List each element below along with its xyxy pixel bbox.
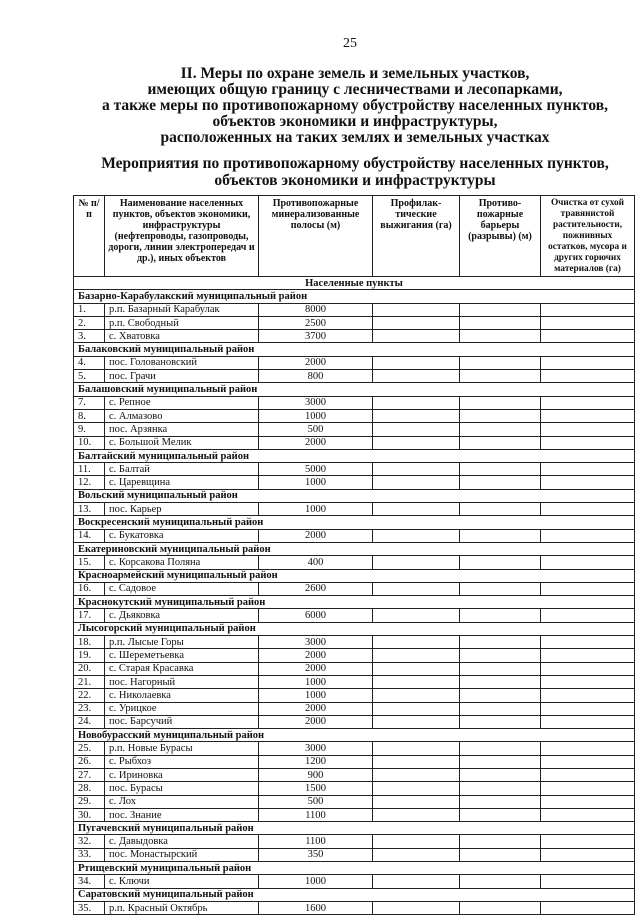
burning-value <box>373 556 460 569</box>
strips-value: 2000 <box>259 436 373 449</box>
table-row <box>74 875 635 888</box>
district-row <box>74 290 635 303</box>
settlement-name: с. Корсакова Поляна <box>105 556 259 569</box>
row-number: 25. <box>74 742 105 755</box>
row-number: 14. <box>74 529 105 542</box>
cleaning-value <box>541 875 635 888</box>
row-number: 35. <box>74 901 105 914</box>
barriers-value <box>460 556 541 569</box>
barriers-value <box>460 463 541 476</box>
strips-value: 500 <box>259 423 373 436</box>
burning-value <box>373 808 460 821</box>
table-row <box>74 742 635 755</box>
burning-value <box>373 875 460 888</box>
table-row <box>74 409 635 422</box>
cleaning-value <box>541 556 635 569</box>
burning-value <box>373 609 460 622</box>
table-row <box>74 808 635 821</box>
district-name: Вольский муниципальный район <box>74 489 635 502</box>
cleaning-value <box>541 715 635 728</box>
row-number: 23. <box>74 702 105 715</box>
burning-value <box>373 768 460 781</box>
cleaning-value <box>541 316 635 329</box>
strips-value: 1100 <box>259 808 373 821</box>
table-row <box>74 503 635 516</box>
table-row <box>74 370 635 383</box>
settlement-name: пос. Арзянка <box>105 423 259 436</box>
burning-value <box>373 715 460 728</box>
table-row <box>74 436 635 449</box>
burning-value <box>373 436 460 449</box>
table-row <box>74 782 635 795</box>
burning-value <box>373 636 460 649</box>
settlement-name: пос. Голованoвский <box>105 356 259 369</box>
cleaning-value <box>541 755 635 768</box>
barriers-value <box>460 715 541 728</box>
heading-line: имеющих общую границу с лесничествами и лесопарками, <box>147 81 563 98</box>
table-row <box>74 582 635 595</box>
cleaning-value <box>541 636 635 649</box>
barriers-value <box>460 582 541 595</box>
strips-value: 1100 <box>259 835 373 848</box>
settlement-name: с. Давыдовка <box>105 835 259 848</box>
strips-value: 1000 <box>259 476 373 489</box>
settlement-name: с. Урицкое <box>105 702 259 715</box>
table-title <box>70 155 640 189</box>
burning-value <box>373 303 460 316</box>
row-number: 13. <box>74 503 105 516</box>
settlement-name: пос. Знание <box>105 808 259 821</box>
burning-value <box>373 835 460 848</box>
district-name: Балтайский муниципальный район <box>74 449 635 462</box>
table-row <box>74 609 635 622</box>
settlement-name: пос. Карьер <box>105 503 259 516</box>
cleaning-value <box>541 901 635 914</box>
cleaning-value <box>541 835 635 848</box>
table-row <box>74 330 635 343</box>
barriers-value <box>460 848 541 861</box>
cleaning-value <box>541 675 635 688</box>
row-number: 15. <box>74 556 105 569</box>
table-row <box>74 636 635 649</box>
heading-line: объектов экономики и инфраструктуры, <box>212 113 498 130</box>
row-number: 16. <box>74 582 105 595</box>
strips-value: 2000 <box>259 649 373 662</box>
settlement-name: с. Рыбхоз <box>105 755 259 768</box>
cleaning-value <box>541 529 635 542</box>
row-number: 2. <box>74 316 105 329</box>
table-row <box>74 476 635 489</box>
barriers-value <box>460 370 541 383</box>
barriers-value <box>460 649 541 662</box>
burning-value <box>373 742 460 755</box>
cleaning-value <box>541 356 635 369</box>
settlement-name: с. Балтай <box>105 463 259 476</box>
strips-value: 3000 <box>259 742 373 755</box>
strips-value: 400 <box>259 556 373 569</box>
row-number: 26. <box>74 755 105 768</box>
settlement-name: р.п. Новые Бурасы <box>105 742 259 755</box>
table-row <box>74 715 635 728</box>
row-number: 1. <box>74 303 105 316</box>
strips-value: 1500 <box>259 782 373 795</box>
barriers-value <box>460 423 541 436</box>
district-row <box>74 622 635 635</box>
cleaning-value <box>541 582 635 595</box>
burning-value <box>373 702 460 715</box>
row-number: 5. <box>74 370 105 383</box>
cleaning-value <box>541 330 635 343</box>
barriers-value <box>460 330 541 343</box>
district-row <box>74 489 635 502</box>
section-title: Населенные пункты <box>74 277 635 290</box>
burning-value <box>373 356 460 369</box>
cleaning-value <box>541 649 635 662</box>
burning-value <box>373 316 460 329</box>
strips-value: 8000 <box>259 303 373 316</box>
strips-value: 2000 <box>259 529 373 542</box>
row-number: 3. <box>74 330 105 343</box>
settlement-name: с. Николаевка <box>105 689 259 702</box>
barriers-value <box>460 356 541 369</box>
row-number: 4. <box>74 356 105 369</box>
strips-value: 2000 <box>259 356 373 369</box>
cleaning-value <box>541 303 635 316</box>
district-name: Саратовский муниципальный район <box>74 888 635 901</box>
strips-value: 1000 <box>259 503 373 516</box>
barriers-value <box>460 755 541 768</box>
district-name: Балаковский муниципальный район <box>74 343 635 356</box>
row-number: 9. <box>74 423 105 436</box>
table-row <box>74 662 635 675</box>
barriers-value <box>460 901 541 914</box>
table-row <box>74 768 635 781</box>
cleaning-value <box>541 662 635 675</box>
strips-value: 2500 <box>259 316 373 329</box>
cleaning-value <box>541 409 635 422</box>
row-number: 30. <box>74 808 105 821</box>
column-header-name: Наименование населенных пунктов, объектов экономики, инфраструктуры (нефтепроводы, газопроводы, дороги, линии электропередач и др.), иных объектов <box>105 196 259 277</box>
strips-value: 1000 <box>259 675 373 688</box>
table-row <box>74 556 635 569</box>
table-row <box>74 689 635 702</box>
column-header-strips: Противопожарные минерализованные полосы (м) <box>259 196 373 277</box>
strips-value: 2600 <box>259 582 373 595</box>
column-header-number: № п/п <box>74 196 105 277</box>
burning-value <box>373 370 460 383</box>
row-number: 27. <box>74 768 105 781</box>
cleaning-value <box>541 768 635 781</box>
row-number: 17. <box>74 609 105 622</box>
barriers-value <box>460 835 541 848</box>
cleaning-value <box>541 463 635 476</box>
column-header-cleaning: Очистка от сухой травянистой растительности, пожнивных остатков, мусора и других горючих материалов (га) <box>541 196 635 277</box>
strips-value: 2000 <box>259 662 373 675</box>
cleaning-value <box>541 848 635 861</box>
settlement-name: с. Шереметьевка <box>105 649 259 662</box>
section-row <box>74 277 635 290</box>
burning-value <box>373 662 460 675</box>
barriers-value <box>460 795 541 808</box>
subheading-line: Мероприятия по противопожарному обустройству населенных пунктов, <box>101 155 609 172</box>
barriers-value <box>460 529 541 542</box>
column-header-burning: Профилак-тические выжигания (га) <box>373 196 460 277</box>
strips-value: 3000 <box>259 396 373 409</box>
table-row <box>74 316 635 329</box>
subheading-line: объектов экономики и инфраструктуры <box>214 172 496 189</box>
barriers-value <box>460 636 541 649</box>
burning-value <box>373 330 460 343</box>
settlement-name: р.п. Лысые Горы <box>105 636 259 649</box>
district-name: Лысогорский муниципальный район <box>74 622 635 635</box>
district-row <box>74 542 635 555</box>
table-row <box>74 649 635 662</box>
row-number: 28. <box>74 782 105 795</box>
strips-value: 500 <box>259 795 373 808</box>
burning-value <box>373 396 460 409</box>
settlement-name: с. Большой Мелик <box>105 436 259 449</box>
table-row <box>74 529 635 542</box>
settlement-name: с. Ключи <box>105 875 259 888</box>
settlement-name: р.п. Свободный <box>105 316 259 329</box>
strips-value: 1000 <box>259 409 373 422</box>
strips-value: 3700 <box>259 330 373 343</box>
settlement-name: с. Букатовка <box>105 529 259 542</box>
burning-value <box>373 675 460 688</box>
barriers-value <box>460 742 541 755</box>
district-row <box>74 343 635 356</box>
cleaning-value <box>541 689 635 702</box>
burning-value <box>373 848 460 861</box>
settlement-name: с. Хватовка <box>105 330 259 343</box>
barriers-value <box>460 436 541 449</box>
burning-value <box>373 529 460 542</box>
row-number: 33. <box>74 848 105 861</box>
burning-value <box>373 503 460 516</box>
settlement-name: р.п. Базарный Карабулак <box>105 303 259 316</box>
barriers-value <box>460 782 541 795</box>
barriers-value <box>460 303 541 316</box>
strips-value: 1200 <box>259 755 373 768</box>
strips-value: 350 <box>259 848 373 861</box>
row-number: 20. <box>74 662 105 675</box>
table-row <box>74 848 635 861</box>
barriers-value <box>460 675 541 688</box>
settlement-name: пос. Барсучий <box>105 715 259 728</box>
district-name: Красноармейский муниципальный район <box>74 569 635 582</box>
row-number: 22. <box>74 689 105 702</box>
row-number: 18. <box>74 636 105 649</box>
settlement-name: пос. Грачи <box>105 370 259 383</box>
table-body <box>74 277 635 915</box>
district-name: Балашовский муниципальный район <box>74 383 635 396</box>
district-row <box>74 729 635 742</box>
burning-value <box>373 649 460 662</box>
settlement-name: с. Садовое <box>105 582 259 595</box>
heading-line: расположенных на таких землях и земельных участках <box>160 129 550 146</box>
district-row <box>74 862 635 875</box>
row-number: 34. <box>74 875 105 888</box>
settlement-name: пос. Нагорный <box>105 675 259 688</box>
table-row <box>74 356 635 369</box>
barriers-value <box>460 702 541 715</box>
column-header-barriers: Противо-пожарные барьеры (разрывы) (м) <box>460 196 541 277</box>
row-number: 7. <box>74 396 105 409</box>
cleaning-value <box>541 396 635 409</box>
barriers-value <box>460 662 541 675</box>
cleaning-value <box>541 476 635 489</box>
row-number: 11. <box>74 463 105 476</box>
district-name: Екатериновский муниципальный район <box>74 542 635 555</box>
cleaning-value <box>541 782 635 795</box>
strips-value: 2000 <box>259 715 373 728</box>
table-row <box>74 396 635 409</box>
barriers-value <box>460 689 541 702</box>
cleaning-value <box>541 609 635 622</box>
table-row <box>74 303 635 316</box>
table-row <box>74 702 635 715</box>
burning-value <box>373 901 460 914</box>
district-name: Базарно-Карабулакский муниципальный район <box>74 290 635 303</box>
strips-value: 800 <box>259 370 373 383</box>
barriers-value <box>460 396 541 409</box>
cleaning-value <box>541 370 635 383</box>
settlement-name: с. Царевщина <box>105 476 259 489</box>
district-row <box>74 569 635 582</box>
strips-value: 1600 <box>259 901 373 914</box>
burning-value <box>373 463 460 476</box>
settlement-name: с. Лох <box>105 795 259 808</box>
settlement-name: с. Дьяковка <box>105 609 259 622</box>
district-row <box>74 516 635 529</box>
district-row <box>74 888 635 901</box>
measures-table <box>73 195 635 915</box>
table-row <box>74 675 635 688</box>
row-number: 12. <box>74 476 105 489</box>
district-name: Новобурасский муниципальный район <box>74 729 635 742</box>
settlement-name: с. Алмазово <box>105 409 259 422</box>
section-heading <box>70 66 640 146</box>
barriers-value <box>460 768 541 781</box>
cleaning-value <box>541 423 635 436</box>
burning-value <box>373 689 460 702</box>
row-number: 19. <box>74 649 105 662</box>
barriers-value <box>460 609 541 622</box>
page-number: 25 <box>343 36 357 51</box>
table-row <box>74 835 635 848</box>
strips-value: 3000 <box>259 636 373 649</box>
burning-value <box>373 755 460 768</box>
strips-value: 900 <box>259 768 373 781</box>
table-row <box>74 463 635 476</box>
district-name: Ртищевский муниципальный район <box>74 862 635 875</box>
row-number: 8. <box>74 409 105 422</box>
strips-value: 5000 <box>259 463 373 476</box>
cleaning-value <box>541 702 635 715</box>
cleaning-value <box>541 503 635 516</box>
table-row <box>74 901 635 914</box>
settlement-name: с. Старая Красавка <box>105 662 259 675</box>
strips-value: 6000 <box>259 609 373 622</box>
cleaning-value <box>541 795 635 808</box>
burning-value <box>373 409 460 422</box>
burning-value <box>373 782 460 795</box>
barriers-value <box>460 808 541 821</box>
district-name: Воскресенский муниципальный район <box>74 516 635 529</box>
heading-line: II. Меры по охране земель и земельных участков, <box>180 65 530 82</box>
settlement-name: пос. Бурасы <box>105 782 259 795</box>
district-row <box>74 383 635 396</box>
table-row <box>74 795 635 808</box>
barriers-value <box>460 409 541 422</box>
barriers-value <box>460 476 541 489</box>
row-number: 32. <box>74 835 105 848</box>
settlement-name: с. Репное <box>105 396 259 409</box>
strips-value: 1000 <box>259 689 373 702</box>
cleaning-value <box>541 808 635 821</box>
cleaning-value <box>541 742 635 755</box>
table-row <box>74 755 635 768</box>
barriers-value <box>460 503 541 516</box>
barriers-value <box>460 316 541 329</box>
cleaning-value <box>541 436 635 449</box>
strips-value: 1000 <box>259 875 373 888</box>
district-name: Краснокутский муниципальный район <box>74 596 635 609</box>
district-row <box>74 449 635 462</box>
district-row <box>74 596 635 609</box>
strips-value: 2000 <box>259 702 373 715</box>
settlement-name: р.п. Красный Октябрь <box>105 901 259 914</box>
settlement-name: с. Ириновка <box>105 768 259 781</box>
burning-value <box>373 476 460 489</box>
district-row <box>74 822 635 835</box>
row-number: 29. <box>74 795 105 808</box>
row-number: 21. <box>74 675 105 688</box>
row-number: 10. <box>74 436 105 449</box>
district-name: Пугачевский муниципальный район <box>74 822 635 835</box>
burning-value <box>373 582 460 595</box>
settlement-name: пос. Монастырский <box>105 848 259 861</box>
barriers-value <box>460 875 541 888</box>
table-header-row <box>74 196 635 277</box>
burning-value <box>373 423 460 436</box>
burning-value <box>373 795 460 808</box>
heading-line: а также меры по противопожарному обустройству населенных пунктов, <box>101 97 609 114</box>
table-row <box>74 423 635 436</box>
row-number: 24. <box>74 715 105 728</box>
